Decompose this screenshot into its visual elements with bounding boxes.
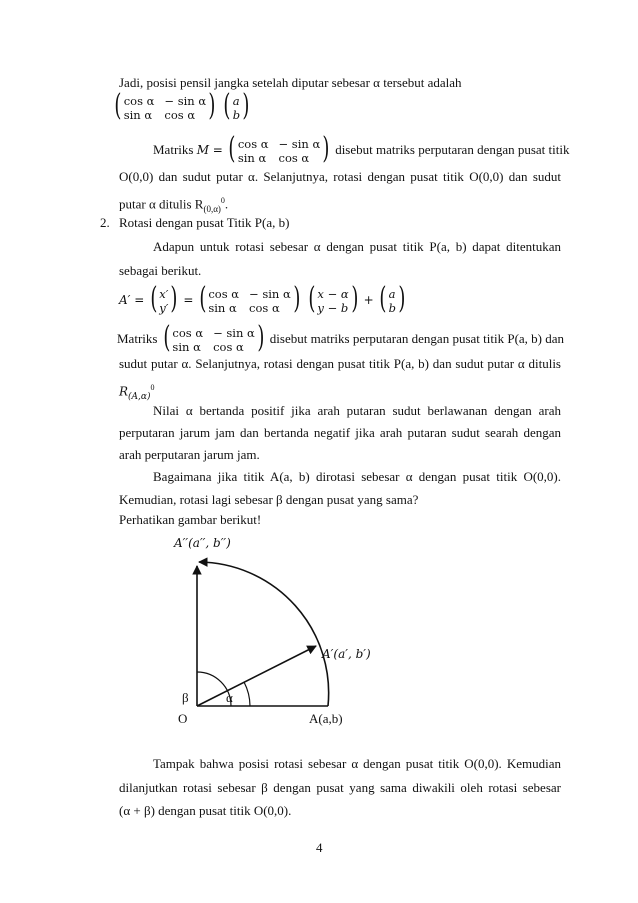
nilai-line-3: arah perputaran jarum jam. xyxy=(119,447,260,462)
body-line-o00: O(0,0) dan sudut putar α. Selanjutnya, rotasi dengan pusat titik O(0,0) dan sudut xyxy=(119,169,561,184)
tampak-line-2: dilanjutkan rotasi sebesar β dengan pusat yang sama diwakili oleh rotasi sebesar xyxy=(119,780,561,795)
sebagai-line: sebagai berikut. xyxy=(119,263,202,278)
perhatikan-line: Perhatikan gambar berikut! xyxy=(119,512,262,527)
nilai-line-2: perputaran jarum jam dan bertanda negatif jika arah putaran sudut searah dengan xyxy=(119,425,561,440)
tampak-line-1: Tampak bahwa posisi rotasi sebesar α dengan pusat titik O(0,0). Kemudian xyxy=(153,756,561,771)
bagaimana-line-2: Kemudian, rotasi lagi sebesar β dengan pusat yang sama? xyxy=(119,492,419,507)
rotation-matrix-m: ( cos α − sin α sin α cos α ) xyxy=(228,131,330,166)
label-alpha: α xyxy=(226,690,233,705)
item-2-title: Rotasi dengan pusat Titik P(a, b) xyxy=(119,215,290,230)
label-origin: O xyxy=(178,711,188,726)
alpha-angle-arc xyxy=(244,682,250,706)
item-2-number: 2. xyxy=(100,215,110,230)
oa-prime-arrow xyxy=(197,646,316,706)
intro-text: Jadi, posisi pensil jangka setelah diputar sebesar α tersebut adalah xyxy=(119,75,462,90)
label-point-a: A(a,b) xyxy=(309,711,343,726)
matriks-m-line: Matriks M = ( cos α − sin α sin α cos α ) disebut matriks perputaran dengan pusat titik xyxy=(153,131,570,166)
matriks-2-line: Matriks ( cos α − sin α sin α cos α ) disebut matriks perputaran dengan pusat titik P(a, b) dan xyxy=(117,320,565,355)
nilai-line-1: Nilai α bertanda positif jika arah putaran sudut berlawanan dengan arah xyxy=(153,403,561,418)
r-notation: $R_{(A,\alpha)}^0$ xyxy=(119,383,155,402)
label-a-double-prime: A′′(a′′, b′′) xyxy=(174,536,231,550)
page-number: 4 xyxy=(316,840,323,855)
body-line-putar: putar α ditulis $R_{(0,\alpha)}^0$. xyxy=(119,196,229,214)
adapun-line: Adapun untuk rotasi sebesar α dengan pusat titik P(a, b) dapat ditentukan xyxy=(153,239,561,254)
rotation-matrix: ( cos α − sin α sin α cos α ) xyxy=(114,88,216,123)
label-beta: β xyxy=(182,690,189,705)
tampak-line-3: (α + β) dengan pusat titik O(0,0). xyxy=(119,803,292,818)
point-vector: ( a b ) xyxy=(223,88,250,123)
label-a-prime: A′(a′, b′) xyxy=(322,647,371,661)
rotation-arc xyxy=(199,562,329,706)
bagaimana-line-1: Bagaimana jika titik A(a, b) dirotasi sebesar α dengan pusat titik O(0,0). xyxy=(153,469,561,484)
a-prime-equation: A′ = ( x′ y′ ) = ( cos α − sin α sin α cos α ) ( x − α y − b ) + ( a b ) xyxy=(119,281,406,316)
sudut-putar-line: sudut putar α. Selanjutnya, rotasi dengan pusat titik P(a, b) dan sudut putar α ditulis xyxy=(119,356,561,371)
